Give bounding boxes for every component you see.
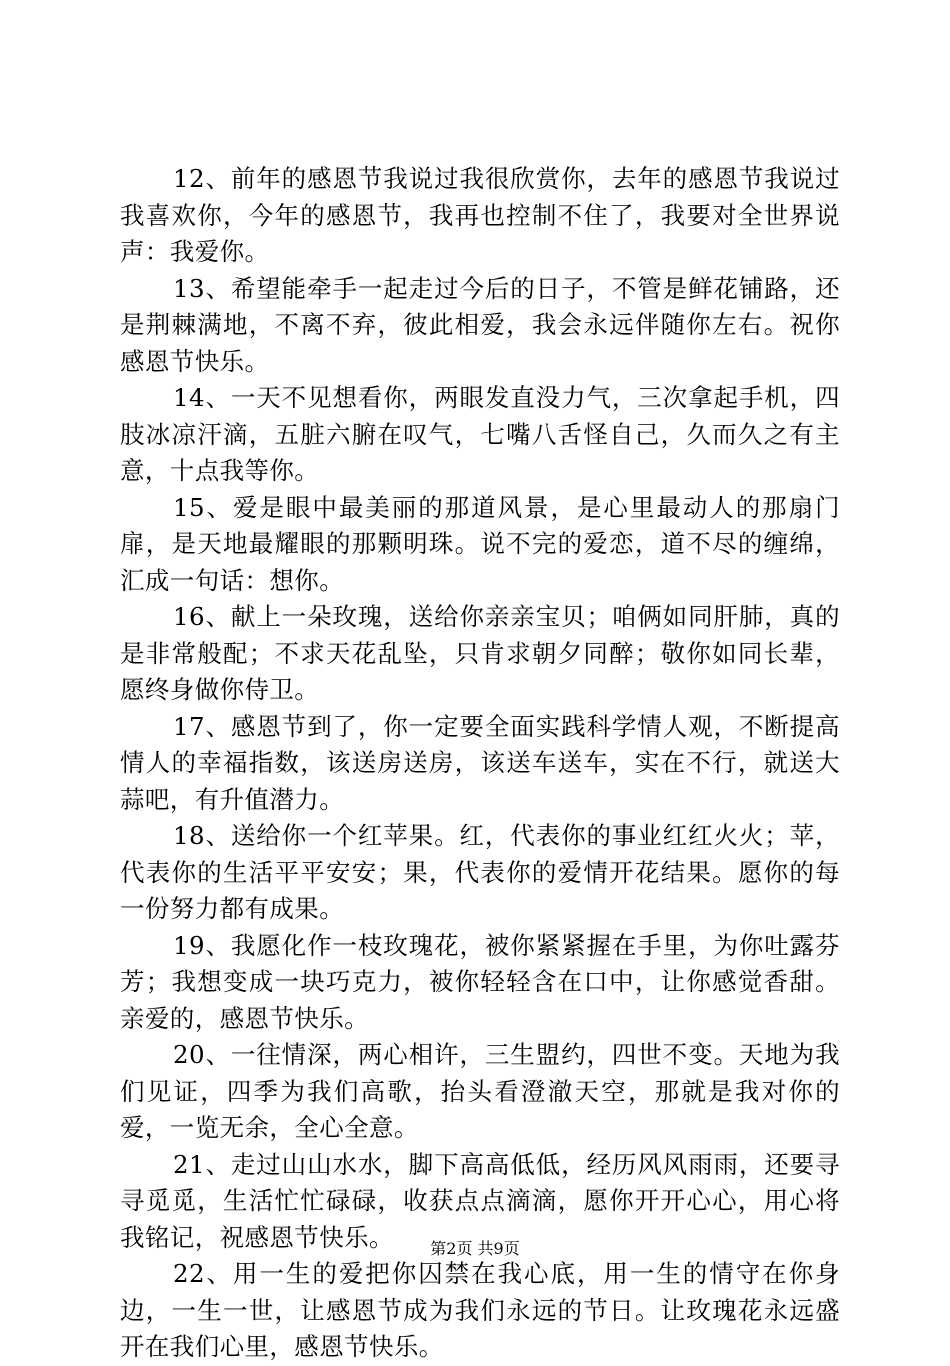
paragraph-15: 15、爱是眼中最美丽的那道风景，是心里最动人的那扇门扉，是天地最耀眼的那颗明珠。说不完的爱恋，道不尽的缠绵，汇成一句话：想你。 — [120, 492, 840, 595]
document-body — [120, 161, 840, 1366]
paragraph-13: 13、希望能牵手一起走过今后的日子，不管是鲜花铺路，还是荆棘满地，不离不弃，彼此相爱，我会永远伴随你左右。祝你感恩节快乐。 — [120, 273, 840, 376]
paragraph-19: 19、我愿化作一枝玫瑰花，被你紧紧握在手里，为你吐露芬芳；我想变成一块巧克力，被你轻轻含在口中，让你感觉香甜。亲爱的，感恩节快乐。 — [120, 930, 840, 1033]
paragraph-20: 20、一往情深，两心相许，三生盟约，四世不变。天地为我们见证，四季为我们高歌，抬头看澄澈天空，那就是我对你的爱，一览无余，全心全意。 — [120, 1040, 840, 1142]
paragraph-18: 18、送给你一个红苹果。红，代表你的事业红红火火；苹，代表你的生活平平安安；果，代表你的爱情开花结果。愿你的每一份努力都有成果。 — [120, 821, 840, 923]
paragraph-14: 14、一天不见想看你，两眼发直没力气，三次拿起手机，四肢冰凉汗滴，五脏六腑在叹气，七嘴八舌怪自己，久而久之有主意，十点我等你。 — [120, 383, 840, 485]
paragraph-21: 21、走过山山水水，脚下高高低低，经历风风雨雨，还要寻寻觅觅，生活忙忙碌碌，收获点点滴滴，愿你开开心心，用心将我铭记，祝感恩节快乐。 — [120, 1149, 840, 1252]
page-number-footer: 第2页 共9页 — [430, 1239, 520, 1258]
paragraph-22: 22、用一生的爱把你囚禁在我心底，用一生的情守在你身边，一生一世，让感恩节成为我们永远的节日。让玫瑰花永远盛开在我们心里，感恩节快乐。 — [120, 1259, 840, 1361]
paragraph-16: 16、献上一朵玫瑰，送给你亲亲宝贝；咱俩如同肝肺，真的是非常般配；不求天花乱坠，只肯求朝夕同醉；敬你如同长辈，愿终身做你侍卫。 — [120, 602, 840, 704]
paragraph-12: 12、前年的感恩节我说过我很欣赏你，去年的感恩节我说过我喜欢你，今年的感恩节，我再也控制不住了，我要对全世界说声：我爱你。 — [120, 164, 840, 266]
paragraph-17: 17、感恩节到了，你一定要全面实践科学情人观，不断提高情人的幸福指数，该送房送房，该送车送车，实在不行，就送大蒜吧，有升值潜力。 — [120, 711, 840, 814]
